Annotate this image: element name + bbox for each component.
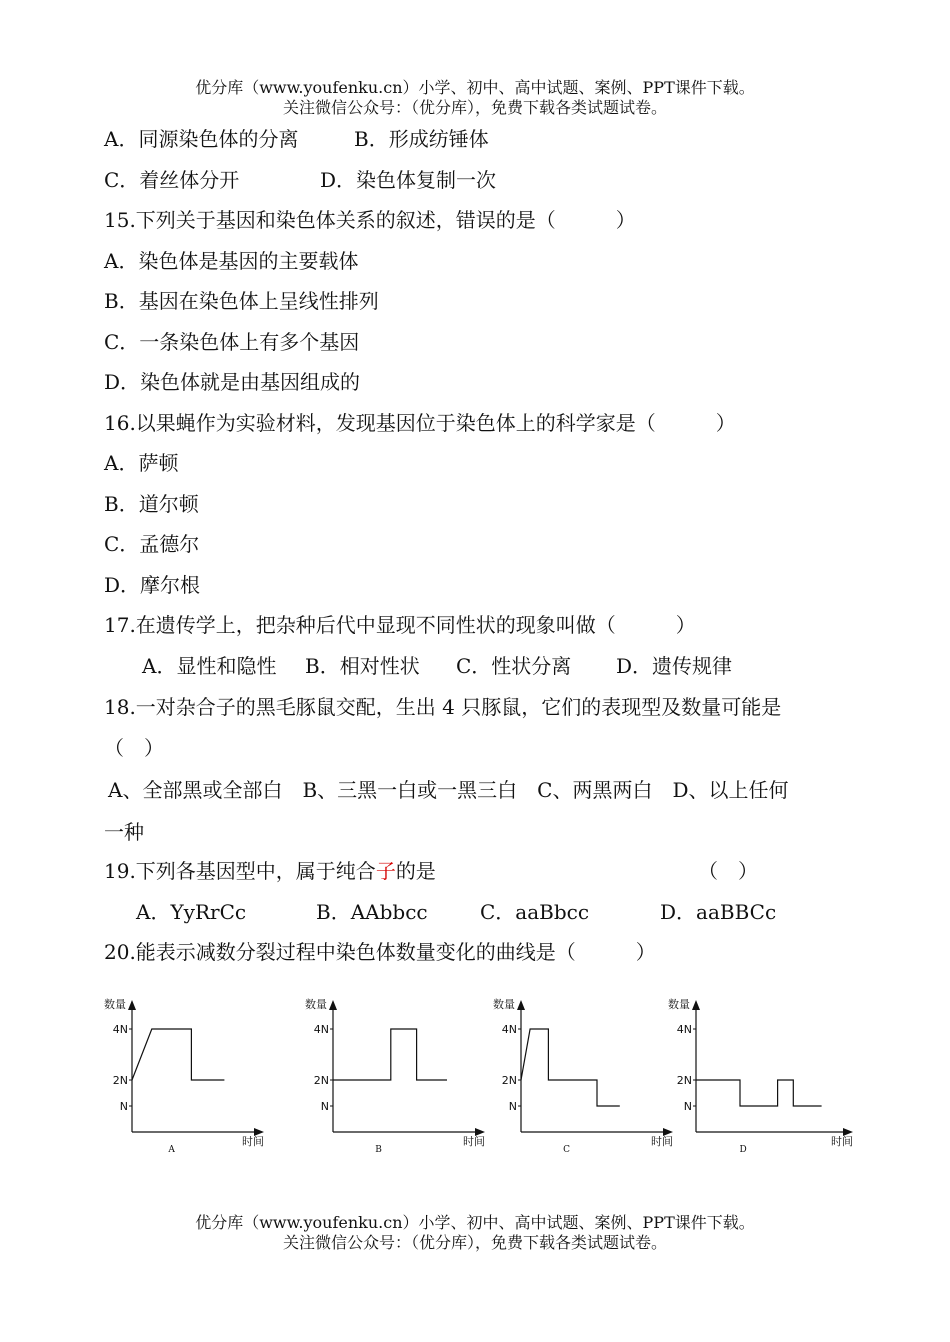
- graph-d: [668, 992, 863, 1161]
- q18-options-cont: 一种: [104, 820, 144, 844]
- y-axis-arrow-icon: [692, 1000, 700, 1010]
- graph-a: [104, 992, 274, 1161]
- y-tick-label: N: [508, 1100, 517, 1113]
- graph-label: A: [168, 1145, 175, 1155]
- q19-option-c: C．aaBbcc: [480, 900, 590, 924]
- q15-option-c: C．一条染色体上有多个基因: [104, 330, 360, 354]
- q19-stem-a: 19.下列各基因型中，属于纯合: [104, 859, 376, 883]
- q19-option-b: B．AAbbcc: [316, 900, 428, 924]
- q17-stem: 17.在遗传学上，把杂种后代中显现不同性状的现象叫做（ ）: [104, 613, 696, 637]
- y-axis-arrow-icon: [517, 1000, 525, 1010]
- y-tick-label: N: [119, 1100, 128, 1113]
- q16-stem: 16.以果蝇作为实验材料，发现基因位于染色体上的科学家是（ ）: [104, 411, 736, 435]
- series-line: [132, 1029, 224, 1080]
- q14-option-a: A．同源染色体的分离: [104, 127, 299, 151]
- q19-stem-b: 的是: [395, 859, 436, 883]
- q20-stem: 20.能表示减数分裂过程中染色体数量变化的曲线是（ ）: [104, 940, 656, 964]
- graph-label: C: [563, 1145, 571, 1155]
- q17-option-a: A．显性和隐性: [142, 654, 277, 678]
- q18-stem: 18.一对杂合子的黑毛豚鼠交配，生出 4 只豚鼠，它们的表现型及数量可能是: [104, 695, 782, 719]
- y-tick-label: 4N: [676, 1023, 692, 1036]
- q18-options: A、全部黑或全部白 B、三黑一白或一黑三白 C、两黑两白 D、以上任何: [108, 778, 789, 802]
- y-axis-label: 数量: [493, 998, 515, 1011]
- series-line: [333, 1029, 447, 1080]
- series-line: [696, 1080, 822, 1106]
- q14-option-c: C．着丝体分开: [104, 168, 240, 192]
- y-tick-label: N: [683, 1100, 692, 1113]
- q16-option-d: D．摩尔根: [104, 573, 201, 597]
- y-axis-label: 数量: [104, 998, 126, 1011]
- graph-b: [305, 992, 495, 1161]
- footer-line-2: 关注微信公众号：（优分库），免费下载各类试题试卷。: [282, 1233, 667, 1252]
- y-axis-arrow-icon: [329, 1000, 337, 1010]
- q15-stem: 15.下列关于基因和染色体关系的叙述，错误的是（ ）: [104, 208, 636, 232]
- y-tick-label: 4N: [112, 1023, 128, 1036]
- y-axis-arrow-icon: [128, 1000, 136, 1010]
- x-axis-label: 时间: [831, 1135, 853, 1148]
- series-line: [521, 1029, 620, 1106]
- y-tick-label: N: [320, 1100, 329, 1113]
- q16-option-a: A．萨顿: [104, 451, 179, 475]
- x-axis-label: 时间: [242, 1135, 264, 1148]
- x-axis-label: 时间: [651, 1135, 673, 1148]
- q16-option-b: B．道尔顿: [104, 492, 199, 516]
- graph-c: [493, 992, 683, 1161]
- header-line-1: 优分库（www.youfenku.cn）小学、初中、高中试题、案例、PPT课件下载。: [195, 78, 755, 97]
- q19-stem: [104, 858, 436, 884]
- y-tick-label: 2N: [112, 1074, 128, 1087]
- q17-option-c: C．性状分离: [456, 654, 572, 678]
- q14-option-b: B．形成纺锤体: [354, 127, 489, 151]
- q17-option-b: B．相对性状: [305, 654, 420, 678]
- footer-line-1: 优分库（www.youfenku.cn）小学、初中、高中试题、案例、PPT课件下载。: [195, 1213, 755, 1232]
- y-tick-label: 2N: [313, 1074, 329, 1087]
- y-tick-label: 4N: [501, 1023, 517, 1036]
- x-axis-label: 时间: [463, 1135, 485, 1148]
- y-tick-label: 4N: [313, 1023, 329, 1036]
- q15-option-d: D．染色体就是由基因组成的: [104, 370, 361, 394]
- q14-option-d: D．染色体复制一次: [320, 168, 497, 192]
- y-axis-label: 数量: [305, 998, 327, 1011]
- q16-option-c: C．孟德尔: [104, 532, 200, 556]
- q18-paren: （ ）: [104, 736, 164, 760]
- y-axis-label: 数量: [668, 998, 690, 1011]
- graph-label: D: [739, 1145, 747, 1155]
- graph-label: B: [375, 1145, 382, 1155]
- q19-paren: （ ）: [698, 859, 758, 883]
- q15-option-b: B．基因在染色体上呈线性排列: [104, 289, 379, 313]
- q17-option-d: D．遗传规律: [616, 654, 733, 678]
- q19-stem-red: 子: [375, 859, 396, 883]
- q15-option-a: A．染色体是基因的主要载体: [104, 249, 359, 273]
- q19-option-a: A．YyRrCc: [136, 900, 247, 924]
- y-tick-label: 2N: [501, 1074, 517, 1087]
- q19-option-d: D．aaBBCc: [660, 900, 777, 924]
- header-line-2: 关注微信公众号：（优分库），免费下载各类试题试卷。: [282, 98, 667, 117]
- y-tick-label: 2N: [676, 1074, 692, 1087]
